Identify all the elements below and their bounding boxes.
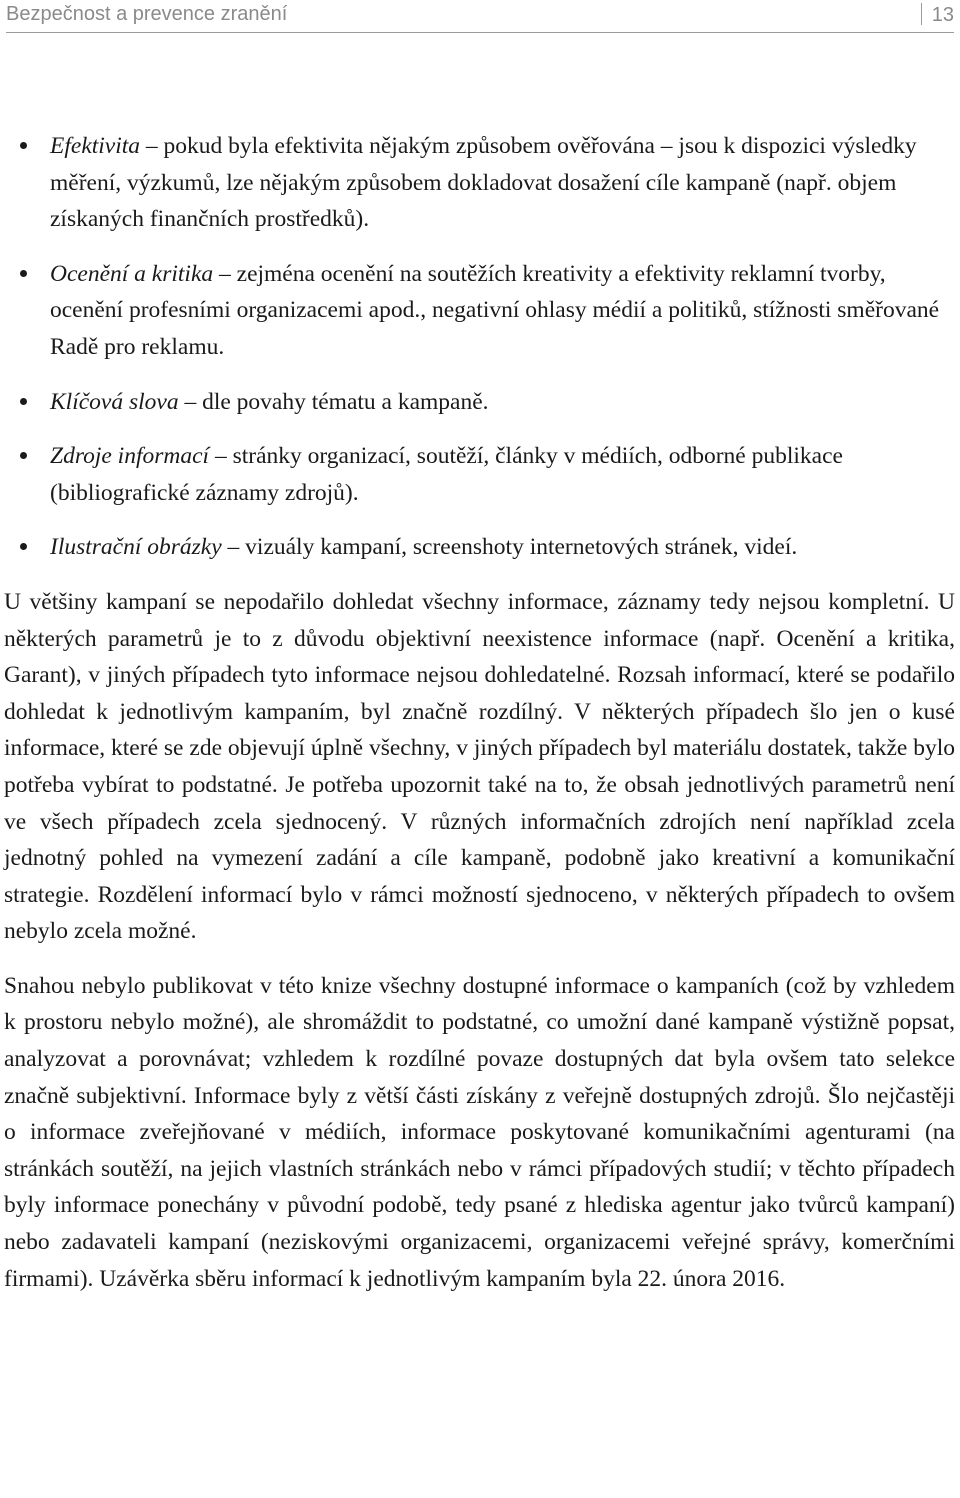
list-item xyxy=(4,384,955,421)
bullet-icon xyxy=(20,398,27,405)
bullet-icon xyxy=(20,270,27,277)
list-item-term: Zdroje informací xyxy=(50,443,210,470)
list-item-text: – pokud byla efektivita nějakým způsobem ověřována – jsou k dispozici výsledky měření, výzkumů, lze nějakým způsobem dokladovat dosažení cíle kampaně (např. objem získaných finančních prostředků). xyxy=(50,133,917,233)
bullet-icon xyxy=(20,452,27,459)
bullet-icon xyxy=(20,142,27,149)
list-item-text: – zejména ocenění na soutěžích kreativity a efektivity reklamní tvorby, ocenění profesními organizacemi apod., negativní ohlasy médií a politiků, stížnosti směřované Radě pro reklamu. xyxy=(50,260,940,360)
parameter-list xyxy=(4,128,955,566)
header-divider xyxy=(921,3,922,25)
body-paragraph: U většiny kampaní se nepodařilo dohledat všechny informace, záznamy tedy nejsou kompletní. U některých parametrů je to z důvodu objektivní neexistence informace (např. Ocenění a kritika, Garant), v jiných případech tyto informace nejsou dohledatelné. Rozsah informací, které se podařilo dohledat k jednotlivým kampaním, byl značně rozdílný. V některých případech šlo jen o kusé informace, které se zde objevují úplně všechny, v jiných případech byl materiálu dostatek, takže bylo potřeba vybírat to podstatné. Je potřeba upozornit také na to, že obsah jednotlivých parametrů není ve všech případech zcela sjednocený. V různých informačních zdrojích není například zcela jednotný pohled na vymezení zadání a cíle kampaně, podobně jako kreativní a komunikační strategie. Rozdělení informací bylo v rámci možností sjednoceno, v některých případech to ovšem nebylo zcela možné. xyxy=(4,588,955,945)
page-number-block xyxy=(921,3,954,27)
running-title: Bezpečnost a prevence zranění xyxy=(6,3,288,25)
body-paragraph: Snahou nebylo publikovat v této knize všechny dostupné informace o kampaních (což by vzhledem k prostoru nebylo možné), ale shromáždit to podstatné, co umožní dané kampaně výstižně popsat, analyzovat a porovnávat; vzhledem k rozdílné povaze dostupných dat byla ovšem tato selekce značně subjektivní. Informace byly z větší části získány z veřejně dostupných zdrojů. Šlo nejčastěji o informace zveřejňované v médiích, informace poskytované komunikačními agenturami (na stránkách soutěží, na jejich vlastních stránkách nebo v rámci případových studií; v těchto případech byly informace ponechány v původní podobě, tedy psané z hlediska agentur jako tvůrců kampaní) nebo zadavateli kampaní (neziskovými organizacemi, organizacemi veřejné správy, komerčními firmami). Uzávěrka sběru informací k jednotlivým kampaním byla 22. února 2016. xyxy=(4,972,955,1292)
list-item-term: Klíčová slova xyxy=(50,388,179,415)
list-item-term: Efektivita xyxy=(50,133,141,159)
list-item xyxy=(4,256,955,366)
list-item-text: – stránky organizací, soutěží, články v médiích, odborné publikace (bibliografické záznamy zdrojů). xyxy=(50,443,843,506)
page-number: 13 xyxy=(931,4,954,26)
list-item xyxy=(4,128,955,238)
list-item xyxy=(4,438,955,511)
list-item-text: – dle povahy tématu a kampaně. xyxy=(178,388,489,415)
bullet-icon xyxy=(20,543,27,550)
list-item-text: – vizuály kampaní, screenshoty internetových stránek, videí. xyxy=(221,534,798,561)
page-header xyxy=(6,0,954,33)
list-item-term: Ocenění a kritika xyxy=(50,260,214,287)
list-item xyxy=(4,529,955,566)
page-content xyxy=(4,128,955,1315)
list-item-term: Ilustrační obrázky xyxy=(50,534,222,561)
